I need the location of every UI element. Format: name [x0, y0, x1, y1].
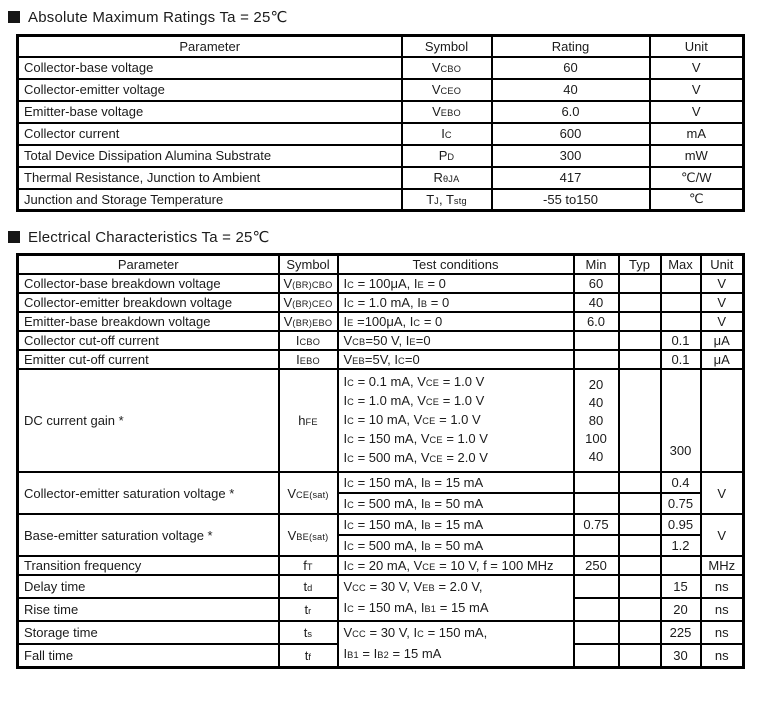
- cell-max: 30: [661, 644, 701, 668]
- cell-max: [661, 556, 701, 575]
- table-row: [18, 145, 744, 167]
- header-min: Min: [574, 255, 619, 275]
- cell-parameter: Collector-base breakdown voltage: [18, 274, 279, 293]
- cell-max: 0.75: [661, 493, 701, 514]
- cell-typ: [619, 556, 661, 575]
- cell-test-conditions: IE =100μA, IC = 0: [338, 312, 574, 331]
- table-row: [18, 575, 744, 598]
- cell-min: [574, 598, 619, 621]
- elec-section-title: [8, 227, 743, 247]
- table-row: [18, 621, 744, 644]
- table-row-hfe: [18, 369, 744, 472]
- cell-symbol: fT: [279, 556, 338, 575]
- cell-typ: [619, 293, 661, 312]
- cell-test-conditions: VCC = 30 V, VEB = 2.0 V, IC = 150 mA, IB1 = 15 mA: [338, 575, 574, 621]
- table-row: [18, 312, 744, 331]
- cell-symbol: V(BR)EBO: [279, 312, 338, 331]
- cell-typ: [619, 312, 661, 331]
- cell-rating: 6.0: [492, 101, 650, 123]
- cell-max: 0.1: [661, 350, 701, 369]
- cell-parameter: Collector-base voltage: [18, 57, 402, 79]
- cell-unit: ns: [701, 644, 744, 668]
- cell-rating: -55 to150: [492, 189, 650, 211]
- table-row: [18, 472, 744, 493]
- cell-parameter: Collector-emitter breakdown voltage: [18, 293, 279, 312]
- table-row: [18, 79, 744, 101]
- header-unit: Unit: [701, 255, 744, 275]
- cell-test-conditions: IC = 150 mA, IB = 15 mA: [338, 514, 574, 535]
- cell-min: 6.0: [574, 312, 619, 331]
- table-row: [18, 57, 744, 79]
- cell-typ: [619, 575, 661, 598]
- cell-typ: [619, 493, 661, 514]
- cell-test-conditions: VEB=5V, IC=0: [338, 350, 574, 369]
- cell-unit: V: [701, 312, 744, 331]
- header-max: Max: [661, 255, 701, 275]
- cell-unit: V: [650, 101, 744, 123]
- elec-table: [16, 253, 745, 669]
- cell-symbol: VCE(sat): [279, 472, 338, 514]
- cell-test-conditions: VCC = 30 V, IC = 150 mA, IB1 = IB2 = 15 mA: [338, 621, 574, 668]
- cell-unit: V: [650, 57, 744, 79]
- cell-parameter: Collector cut-off current: [18, 331, 279, 350]
- section-marker-icon: [8, 231, 20, 243]
- cell-typ: [619, 369, 661, 472]
- cell-symbol: IC: [402, 123, 492, 145]
- abs-max-table: [16, 34, 745, 212]
- cell-parameter: Emitter-base breakdown voltage: [18, 312, 279, 331]
- cell-min: [574, 331, 619, 350]
- cell-unit: mW: [650, 145, 744, 167]
- elec-header-row: [18, 255, 744, 275]
- cell-test-conditions: IC = 1.0 mA, IB = 0: [338, 293, 574, 312]
- header-parameter: Parameter: [18, 36, 402, 57]
- cell-max: 15: [661, 575, 701, 598]
- cell-max: [661, 293, 701, 312]
- cell-test-conditions: IC = 100μA, IE = 0: [338, 274, 574, 293]
- cell-typ: [619, 644, 661, 668]
- cell-test-conditions: IC = 0.1 mA, VCE = 1.0 V IC = 1.0 mA, VCE = 1.0 V IC = 10 mA, VCE = 1.0 V IC = 150 mA, VCE = 1.0 V IC = 500 mA, VCE = 2.0 V: [338, 369, 574, 472]
- cell-min: [574, 575, 619, 598]
- cell-unit: ℃/W: [650, 167, 744, 189]
- cell-rating: 600: [492, 123, 650, 145]
- cell-rating: 40: [492, 79, 650, 101]
- cell-parameter: Fall time: [18, 644, 279, 668]
- cell-parameter: Transition frequency: [18, 556, 279, 575]
- cell-parameter: Emitter-base voltage: [18, 101, 402, 123]
- cell-unit: V: [701, 274, 744, 293]
- cell-min: 250: [574, 556, 619, 575]
- cell-unit: ℃: [650, 189, 744, 211]
- cell-unit: ns: [701, 598, 744, 621]
- cell-parameter: DC current gain *: [18, 369, 279, 472]
- cell-parameter: Thermal Resistance, Junction to Ambient: [18, 167, 402, 189]
- cell-typ: [619, 472, 661, 493]
- cell-symbol: ts: [279, 621, 338, 644]
- cell-min: 0.75: [574, 514, 619, 535]
- cell-unit: ns: [701, 621, 744, 644]
- cell-parameter: Collector-emitter saturation voltage *: [18, 472, 279, 514]
- cell-test-conditions: IC = 500 mA, IB = 50 mA: [338, 535, 574, 556]
- cell-max: [661, 312, 701, 331]
- abs-max-header-row: [18, 36, 744, 57]
- cell-symbol: V(BR)CEO: [279, 293, 338, 312]
- cell-unit: V: [650, 79, 744, 101]
- cell-unit: [701, 369, 744, 472]
- cell-max: 225: [661, 621, 701, 644]
- cell-rating: 300: [492, 145, 650, 167]
- cell-typ: [619, 274, 661, 293]
- cell-min: 60: [574, 274, 619, 293]
- cell-parameter: Collector-emitter voltage: [18, 79, 402, 101]
- cell-test-conditions: IC = 150 mA, IB = 15 mA: [338, 472, 574, 493]
- cell-min: [574, 472, 619, 493]
- header-unit: Unit: [650, 36, 744, 57]
- abs-max-title-text: Absolute Maximum Ratings Ta = 25℃: [28, 9, 288, 26]
- table-row: [18, 350, 744, 369]
- table-row: [18, 556, 744, 575]
- cell-symbol: TJ, Tstg: [402, 189, 492, 211]
- cell-unit: MHz: [701, 556, 744, 575]
- cell-typ: [619, 598, 661, 621]
- cell-symbol: VEBO: [402, 101, 492, 123]
- cell-symbol: VCEO: [402, 79, 492, 101]
- header-parameter: Parameter: [18, 255, 279, 275]
- cell-unit: μA: [701, 331, 744, 350]
- table-row: [18, 101, 744, 123]
- cell-max: 1.2: [661, 535, 701, 556]
- cell-typ: [619, 621, 661, 644]
- cell-unit: V: [701, 472, 744, 514]
- cell-min: [574, 350, 619, 369]
- cell-parameter: Base-emitter saturation voltage *: [18, 514, 279, 556]
- cell-parameter: Delay time: [18, 575, 279, 598]
- cell-parameter: Rise time: [18, 598, 279, 621]
- cell-symbol: IEBO: [279, 350, 338, 369]
- cell-unit: mA: [650, 123, 744, 145]
- cell-symbol: V(BR)CBO: [279, 274, 338, 293]
- cell-symbol: PD: [402, 145, 492, 167]
- cell-symbol: VBE(sat): [279, 514, 338, 556]
- cell-rating: 417: [492, 167, 650, 189]
- cell-min: [574, 644, 619, 668]
- header-typ: Typ: [619, 255, 661, 275]
- cell-min: 20 40 80 100 40: [574, 369, 619, 472]
- cell-unit: μA: [701, 350, 744, 369]
- cell-min: [574, 535, 619, 556]
- cell-unit: ns: [701, 575, 744, 598]
- cell-max: 20: [661, 598, 701, 621]
- cell-unit: V: [701, 293, 744, 312]
- cell-test-conditions: VCB=50 V, IE=0: [338, 331, 574, 350]
- table-row: [18, 167, 744, 189]
- cell-min: 40: [574, 293, 619, 312]
- cell-typ: [619, 350, 661, 369]
- cell-symbol: RθJA: [402, 167, 492, 189]
- cell-unit: V: [701, 514, 744, 556]
- cell-parameter: Emitter cut-off current: [18, 350, 279, 369]
- header-rating: Rating: [492, 36, 650, 57]
- cell-typ: [619, 535, 661, 556]
- cell-max: 0.1: [661, 331, 701, 350]
- table-row: [18, 189, 744, 211]
- table-row: [18, 274, 744, 293]
- cell-symbol: tf: [279, 644, 338, 668]
- cell-rating: 60: [492, 57, 650, 79]
- abs-max-section-title: [8, 7, 743, 27]
- header-symbol: Symbol: [402, 36, 492, 57]
- header-test-conditions: Test conditions: [338, 255, 574, 275]
- cell-min: [574, 493, 619, 514]
- cell-symbol: VCBO: [402, 57, 492, 79]
- cell-max: 300: [661, 369, 701, 472]
- cell-symbol: tr: [279, 598, 338, 621]
- table-row: [18, 123, 744, 145]
- cell-symbol: ICBO: [279, 331, 338, 350]
- cell-typ: [619, 514, 661, 535]
- cell-parameter: Collector current: [18, 123, 402, 145]
- cell-parameter: Total Device Dissipation Alumina Substrate: [18, 145, 402, 167]
- section-marker-icon: [8, 11, 20, 23]
- table-row: [18, 331, 744, 350]
- header-symbol: Symbol: [279, 255, 338, 275]
- cell-test-conditions: IC = 20 mA, VCE = 10 V, f = 100 MHz: [338, 556, 574, 575]
- table-row: [18, 293, 744, 312]
- cell-max: [661, 274, 701, 293]
- cell-max: 0.4: [661, 472, 701, 493]
- table-row: [18, 514, 744, 535]
- cell-parameter: Storage time: [18, 621, 279, 644]
- cell-parameter: Junction and Storage Temperature: [18, 189, 402, 211]
- cell-symbol: td: [279, 575, 338, 598]
- elec-title-text: Electrical Characteristics Ta = 25℃: [28, 229, 270, 246]
- cell-symbol: hFE: [279, 369, 338, 472]
- cell-typ: [619, 331, 661, 350]
- cell-min: [574, 621, 619, 644]
- cell-max: 0.95: [661, 514, 701, 535]
- cell-test-conditions: IC = 500 mA, IB = 50 mA: [338, 493, 574, 514]
